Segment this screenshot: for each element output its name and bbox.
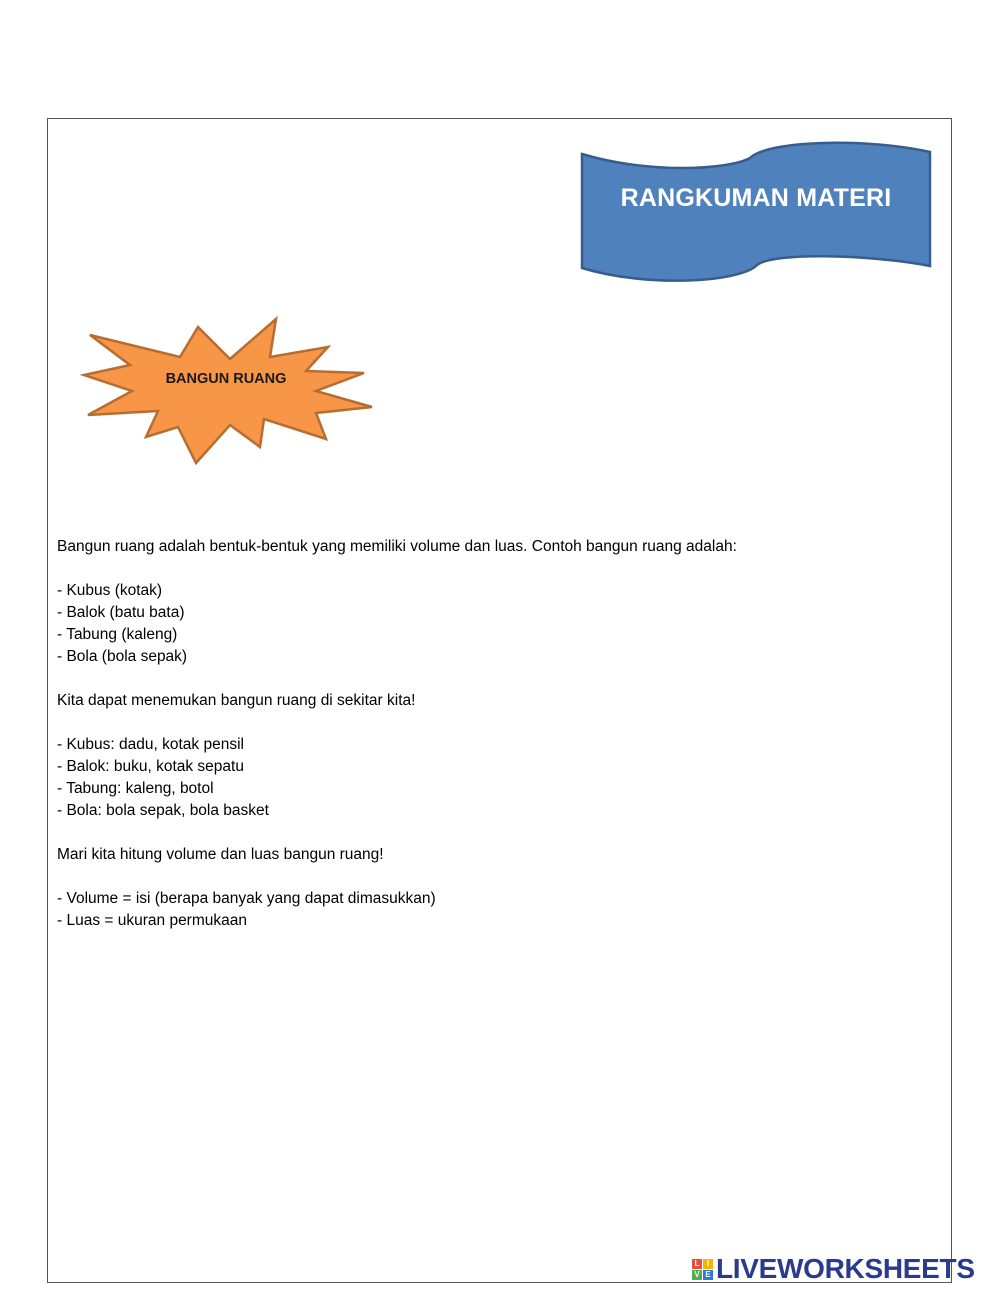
example-item: - Balok (batu bata) <box>57 604 185 621</box>
liveworksheets-logo-icon <box>692 1259 713 1280</box>
burst-label: BANGUN RUANG <box>165 371 287 387</box>
example-item: - Tabung (kaleng) <box>57 626 178 643</box>
summary-text <box>57 536 937 932</box>
banner-title: RANGKUMAN MATERI <box>620 184 892 212</box>
logo-letter: V <box>692 1270 702 1280</box>
logo-letter: E <box>703 1270 713 1280</box>
starburst-callout <box>80 315 376 467</box>
example-item: - Kubus (kotak) <box>57 582 163 599</box>
intro-paragraph: Bangun ruang adalah bentuk-bentuk yang memiliki volume dan luas. Contoh bangun ruang adalah: <box>57 538 737 555</box>
around-item: - Tabung: kaleng, botol <box>57 780 214 797</box>
logo-letter: I <box>703 1259 713 1269</box>
around-item: - Bola: bola sepak, bola basket <box>57 802 269 819</box>
around-item: - Balok: buku, kotak sepatu <box>57 758 244 775</box>
title-banner <box>578 140 934 286</box>
liveworksheets-branding[interactable] <box>692 1254 975 1284</box>
explosion-shape <box>80 315 376 467</box>
calc-paragraph: Mari kita hitung volume dan luas bangun ruang! <box>57 846 384 863</box>
definition-item: - Volume = isi (berapa banyak yang dapat dimasukkan) <box>57 890 436 907</box>
example-item: - Bola (bola sepak) <box>57 648 188 665</box>
brand-name: LIVEWORKSHEETS <box>716 1253 975 1284</box>
find-paragraph: Kita dapat menemukan bangun ruang di sekitar kita! <box>57 692 416 709</box>
logo-letter: L <box>692 1259 702 1269</box>
definition-item: - Luas = ukuran permukaan <box>57 912 247 929</box>
around-item: - Kubus: dadu, kotak pensil <box>57 736 244 753</box>
wave-banner-shape <box>578 140 934 286</box>
